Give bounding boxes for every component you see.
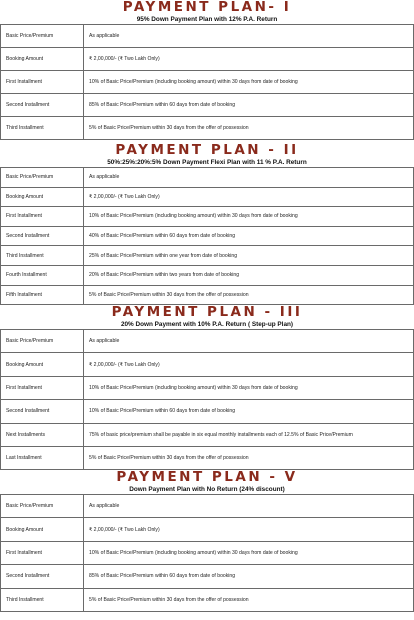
row-value: 10% of Basic Price/Premium (including booking amount) within 30 days from date of booking [84, 541, 414, 564]
row-value: 20% of Basic Price/Premium within two years from date of booking [84, 265, 414, 285]
plan-title: PAYMENT PLAN - II [115, 142, 299, 158]
row-label: Second Installment [1, 94, 84, 117]
row-value: 10% of Basic Price/Premium (including booking amount) within 30 days from date of booking [84, 207, 414, 227]
payment-plan-5 [0, 470, 414, 612]
payment-plan-1 [0, 0, 414, 140]
row-value: As applicable [84, 495, 414, 518]
table-row [1, 207, 414, 227]
row-value: 40% of Basic Price/Premium within 60 days from date of booking [84, 226, 414, 246]
row-label: Next Installments [1, 423, 84, 446]
plan-table [0, 167, 414, 305]
row-value: As applicable [84, 330, 414, 353]
payment-plan-3 [0, 305, 414, 470]
row-value: ₹ 2,00,000/- (₹ Two Lakh Only) [84, 353, 414, 376]
row-label: Booking Amount [1, 48, 84, 71]
table-row [1, 423, 414, 446]
row-label: Fifth Installment [1, 285, 84, 305]
plan-table [0, 494, 414, 612]
table-row [1, 495, 414, 518]
table-row [1, 518, 414, 541]
row-value: As applicable [84, 168, 414, 188]
table-row [1, 565, 414, 588]
row-label: Basic Price/Premium [1, 168, 84, 188]
row-label: First Installment [1, 207, 84, 227]
row-label: Second Installment [1, 565, 84, 588]
row-value: 5% of Basic Price/Premium within 30 days from the offer of possession [84, 117, 414, 140]
plan-subtitle: 95% Down Payment Plan with 12% P.A. Return [136, 16, 278, 23]
row-value: 85% of Basic Price/Premium within 60 days from date of booking [84, 565, 414, 588]
table-row [1, 265, 414, 285]
table-row [1, 94, 414, 117]
row-label: Second Installment [1, 400, 84, 423]
plan-title: PAYMENT PLAN - III [111, 304, 303, 320]
row-value: ₹ 2,00,000/- (₹ Two Lakh Only) [84, 48, 414, 71]
table-row [1, 285, 414, 305]
row-label: First Installment [1, 71, 84, 94]
row-label: Booking Amount [1, 187, 84, 207]
table-row [1, 246, 414, 266]
row-label: Third Installment [1, 246, 84, 266]
table-row [1, 588, 414, 611]
row-value: ₹ 2,00,000/- (₹ Two Lakh Only) [84, 187, 414, 207]
table-row [1, 541, 414, 564]
row-label: Third Installment [1, 117, 84, 140]
row-label: Basic Price/Premium [1, 330, 84, 353]
plan-subtitle: Down Payment Plan with No Return (24% discount) [129, 486, 285, 493]
row-value: 10% of Basic Price/Premium within 60 days from date of booking [84, 400, 414, 423]
row-value: As applicable [84, 25, 414, 48]
plan-subtitle: 50%:25%:20%:5% Down Payment Flexi Plan with 11 % P.A. Return [107, 159, 307, 166]
row-value: 10% of Basic Price/Premium (including booking amount) within 30 days from date of booking [84, 376, 414, 399]
row-label: Basic Price/Premium [1, 495, 84, 518]
table-row [1, 376, 414, 399]
table-row [1, 48, 414, 71]
plan-title: PAYMENT PLAN- I [122, 0, 292, 15]
row-label: Booking Amount [1, 518, 84, 541]
row-value: 10% of Basic Price/Premium (including booking amount) within 30 days from date of booking [84, 71, 414, 94]
plan-subtitle: 20% Down Payment with 10% P.A. Return ( Step-up Plan) [120, 321, 294, 328]
row-label: Fourth Installment [1, 265, 84, 285]
row-value: 5% of Basic Price/Premium within 30 days from the offer of possession [84, 446, 414, 469]
table-row [1, 117, 414, 140]
row-value: 75% of basic price/premium shall be payable in six equal monthly installments each of 12.5% of Basic Price/Premium [84, 423, 414, 446]
table-row [1, 400, 414, 423]
table-row [1, 330, 414, 353]
plan-table [0, 329, 414, 470]
row-value: 85% of Basic Price/Premium within 60 days from date of booking [84, 94, 414, 117]
row-label: First Installment [1, 541, 84, 564]
table-row [1, 187, 414, 207]
row-label: Booking Amount [1, 353, 84, 376]
row-value: ₹ 2,00,000/- (₹ Two Lakh Only) [84, 518, 414, 541]
row-value: 5% of Basic Price/Premium within 30 days from the offer of possession [84, 588, 414, 611]
table-row [1, 353, 414, 376]
row-label: Third Installment [1, 588, 84, 611]
plan-title: PAYMENT PLAN - V [116, 469, 298, 485]
row-label: Basic Price/Premium [1, 25, 84, 48]
table-row [1, 71, 414, 94]
row-label: First Installment [1, 376, 84, 399]
row-label: Last Installment [1, 446, 84, 469]
table-row [1, 226, 414, 246]
table-row [1, 168, 414, 188]
table-row [1, 25, 414, 48]
row-value: 25% of Basic Price/Premium within one year from date of booking [84, 246, 414, 266]
row-value: 5% of Basic Price/Premium within 30 days from the offer of possession [84, 285, 414, 305]
row-label: Second Installment [1, 226, 84, 246]
plan-table [0, 24, 414, 140]
payment-plan-2 [0, 143, 414, 305]
table-row [1, 446, 414, 469]
